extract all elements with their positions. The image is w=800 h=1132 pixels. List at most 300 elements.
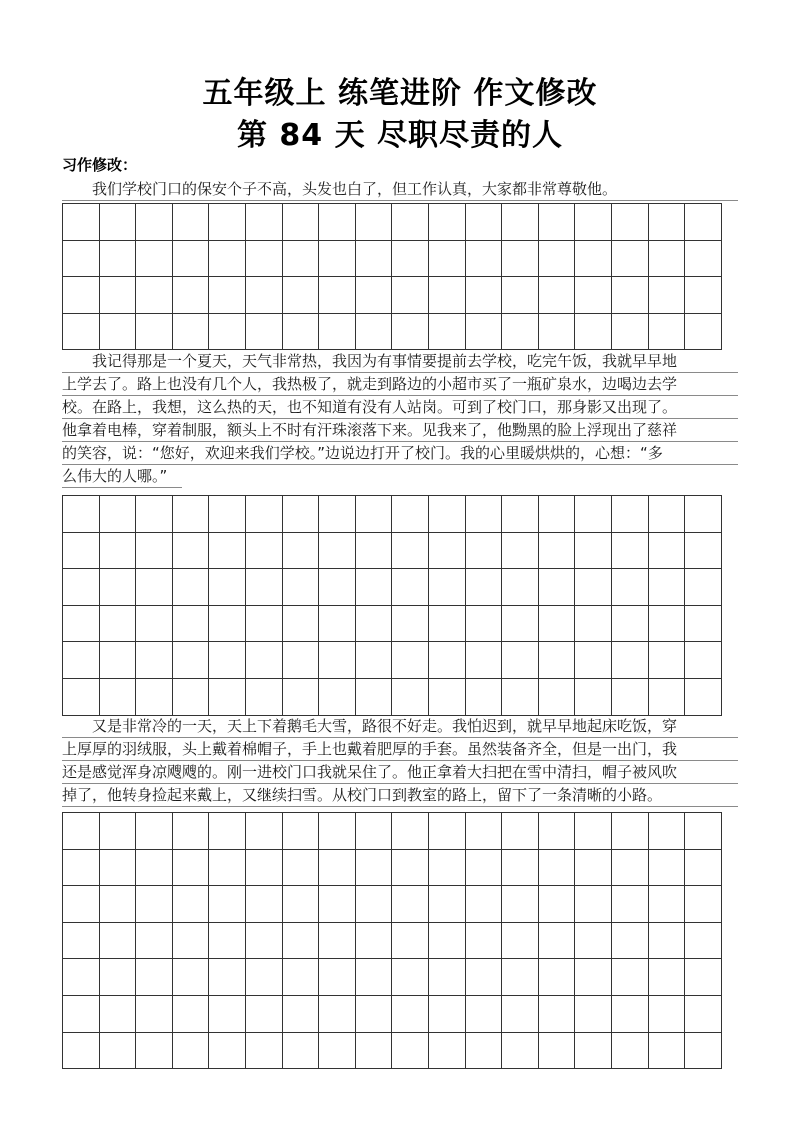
grid-cell[interactable] <box>100 496 137 533</box>
grid-cell[interactable] <box>466 642 503 679</box>
grid-cell[interactable] <box>575 569 612 606</box>
grid-cell[interactable] <box>575 850 612 887</box>
grid-cell[interactable] <box>319 923 356 960</box>
grid-cell[interactable] <box>100 959 137 996</box>
grid-cell[interactable] <box>100 813 137 850</box>
grid-cell[interactable] <box>502 886 539 923</box>
grid-cell[interactable] <box>649 923 686 960</box>
grid-cell[interactable] <box>502 496 539 533</box>
grid-cell[interactable] <box>209 923 246 960</box>
grid-cell[interactable] <box>356 606 393 643</box>
grid-cell[interactable] <box>283 813 320 850</box>
grid-cell[interactable] <box>209 496 246 533</box>
grid-cell[interactable] <box>685 886 722 923</box>
grid-cell[interactable] <box>246 679 283 716</box>
grid-cell[interactable] <box>429 813 466 850</box>
grid-cell[interactable] <box>575 496 612 533</box>
grid-cell[interactable] <box>209 886 246 923</box>
grid-cell[interactable] <box>539 679 576 716</box>
grid-cell[interactable] <box>685 679 722 716</box>
grid-cell[interactable] <box>392 996 429 1033</box>
grid-cell[interactable] <box>63 850 100 887</box>
grid-cell[interactable] <box>466 204 503 241</box>
grid-cell[interactable] <box>649 813 686 850</box>
grid-cell[interactable] <box>136 204 173 241</box>
grid-cell[interactable] <box>539 813 576 850</box>
grid-cell[interactable] <box>100 679 137 716</box>
grid-cell[interactable] <box>392 1033 429 1070</box>
grid-cell[interactable] <box>685 533 722 570</box>
grid-cell[interactable] <box>466 569 503 606</box>
grid-cell[interactable] <box>100 886 137 923</box>
grid-cell[interactable] <box>356 496 393 533</box>
grid-cell[interactable] <box>63 241 100 278</box>
grid-cell[interactable] <box>575 606 612 643</box>
grid-cell[interactable] <box>319 204 356 241</box>
grid-cell[interactable] <box>575 314 612 351</box>
grid-cell[interactable] <box>466 241 503 278</box>
grid-cell[interactable] <box>209 314 246 351</box>
grid-cell[interactable] <box>136 813 173 850</box>
grid-cell[interactable] <box>209 679 246 716</box>
grid-cell[interactable] <box>283 923 320 960</box>
grid-cell[interactable] <box>319 642 356 679</box>
grid-cell[interactable] <box>246 533 283 570</box>
grid-cell[interactable] <box>429 533 466 570</box>
grid-cell[interactable] <box>466 679 503 716</box>
grid-cell[interactable] <box>612 1033 649 1070</box>
grid-cell[interactable] <box>685 277 722 314</box>
grid-cell[interactable] <box>283 569 320 606</box>
grid-cell[interactable] <box>356 277 393 314</box>
grid-cell[interactable] <box>356 923 393 960</box>
grid-cell[interactable] <box>283 241 320 278</box>
grid-cell[interactable] <box>429 496 466 533</box>
grid-cell[interactable] <box>356 204 393 241</box>
grid-cell[interactable] <box>283 1033 320 1070</box>
grid-cell[interactable] <box>392 679 429 716</box>
grid-cell[interactable] <box>283 959 320 996</box>
grid-cell[interactable] <box>246 959 283 996</box>
grid-cell[interactable] <box>429 923 466 960</box>
grid-cell[interactable] <box>209 813 246 850</box>
grid-cell[interactable] <box>575 959 612 996</box>
grid-cell[interactable] <box>649 241 686 278</box>
grid-cell[interactable] <box>356 642 393 679</box>
writing-grid-3[interactable] <box>62 812 722 1069</box>
grid-cell[interactable] <box>685 642 722 679</box>
grid-cell[interactable] <box>136 496 173 533</box>
grid-cell[interactable] <box>136 241 173 278</box>
grid-cell[interactable] <box>356 959 393 996</box>
grid-cell[interactable] <box>100 642 137 679</box>
grid-cell[interactable] <box>649 533 686 570</box>
grid-cell[interactable] <box>209 996 246 1033</box>
grid-cell[interactable] <box>612 569 649 606</box>
grid-cell[interactable] <box>173 606 210 643</box>
grid-cell[interactable] <box>173 642 210 679</box>
grid-cell[interactable] <box>685 1033 722 1070</box>
grid-cell[interactable] <box>319 569 356 606</box>
grid-cell[interactable] <box>612 886 649 923</box>
grid-cell[interactable] <box>612 679 649 716</box>
grid-cell[interactable] <box>502 679 539 716</box>
grid-cell[interactable] <box>685 996 722 1033</box>
grid-cell[interactable] <box>283 850 320 887</box>
grid-cell[interactable] <box>429 277 466 314</box>
grid-cell[interactable] <box>392 923 429 960</box>
grid-cell[interactable] <box>283 642 320 679</box>
grid-cell[interactable] <box>392 886 429 923</box>
grid-cell[interactable] <box>319 886 356 923</box>
grid-cell[interactable] <box>429 850 466 887</box>
grid-cell[interactable] <box>392 277 429 314</box>
grid-cell[interactable] <box>283 679 320 716</box>
grid-cell[interactable] <box>246 277 283 314</box>
grid-cell[interactable] <box>63 679 100 716</box>
grid-cell[interactable] <box>685 606 722 643</box>
grid-cell[interactable] <box>100 533 137 570</box>
grid-cell[interactable] <box>356 569 393 606</box>
grid-cell[interactable] <box>539 241 576 278</box>
grid-cell[interactable] <box>136 569 173 606</box>
grid-cell[interactable] <box>136 606 173 643</box>
grid-cell[interactable] <box>136 642 173 679</box>
grid-cell[interactable] <box>173 1033 210 1070</box>
grid-cell[interactable] <box>575 813 612 850</box>
grid-cell[interactable] <box>209 1033 246 1070</box>
grid-cell[interactable] <box>100 923 137 960</box>
grid-cell[interactable] <box>466 496 503 533</box>
grid-cell[interactable] <box>209 569 246 606</box>
grid-cell[interactable] <box>283 496 320 533</box>
grid-cell[interactable] <box>502 1033 539 1070</box>
grid-cell[interactable] <box>466 606 503 643</box>
grid-cell[interactable] <box>575 886 612 923</box>
grid-cell[interactable] <box>392 959 429 996</box>
grid-cell[interactable] <box>466 533 503 570</box>
grid-cell[interactable] <box>539 496 576 533</box>
grid-cell[interactable] <box>63 204 100 241</box>
grid-cell[interactable] <box>575 204 612 241</box>
grid-cell[interactable] <box>539 886 576 923</box>
grid-cell[interactable] <box>173 923 210 960</box>
grid-cell[interactable] <box>685 850 722 887</box>
grid-cell[interactable] <box>136 959 173 996</box>
grid-cell[interactable] <box>63 533 100 570</box>
grid-cell[interactable] <box>100 314 137 351</box>
grid-cell[interactable] <box>100 241 137 278</box>
grid-cell[interactable] <box>649 642 686 679</box>
grid-cell[interactable] <box>575 996 612 1033</box>
grid-cell[interactable] <box>209 850 246 887</box>
grid-cell[interactable] <box>649 606 686 643</box>
grid-cell[interactable] <box>246 923 283 960</box>
grid-cell[interactable] <box>466 959 503 996</box>
grid-cell[interactable] <box>209 277 246 314</box>
grid-cell[interactable] <box>466 813 503 850</box>
grid-cell[interactable] <box>319 277 356 314</box>
grid-cell[interactable] <box>466 850 503 887</box>
grid-cell[interactable] <box>319 533 356 570</box>
grid-cell[interactable] <box>319 850 356 887</box>
grid-cell[interactable] <box>612 314 649 351</box>
grid-cell[interactable] <box>246 241 283 278</box>
grid-cell[interactable] <box>612 642 649 679</box>
grid-cell[interactable] <box>209 204 246 241</box>
grid-cell[interactable] <box>649 277 686 314</box>
grid-cell[interactable] <box>63 277 100 314</box>
grid-cell[interactable] <box>173 533 210 570</box>
grid-cell[interactable] <box>63 642 100 679</box>
grid-cell[interactable] <box>319 314 356 351</box>
grid-cell[interactable] <box>502 533 539 570</box>
grid-cell[interactable] <box>246 606 283 643</box>
grid-cell[interactable] <box>575 1033 612 1070</box>
grid-cell[interactable] <box>246 1033 283 1070</box>
grid-cell[interactable] <box>356 241 393 278</box>
grid-cell[interactable] <box>685 569 722 606</box>
grid-cell[interactable] <box>502 850 539 887</box>
grid-cell[interactable] <box>685 314 722 351</box>
grid-cell[interactable] <box>319 606 356 643</box>
grid-cell[interactable] <box>539 959 576 996</box>
grid-cell[interactable] <box>539 204 576 241</box>
grid-cell[interactable] <box>539 314 576 351</box>
grid-cell[interactable] <box>539 277 576 314</box>
grid-cell[interactable] <box>539 606 576 643</box>
grid-cell[interactable] <box>502 277 539 314</box>
grid-cell[interactable] <box>100 569 137 606</box>
grid-cell[interactable] <box>392 241 429 278</box>
grid-cell[interactable] <box>502 996 539 1033</box>
grid-cell[interactable] <box>246 569 283 606</box>
grid-cell[interactable] <box>392 850 429 887</box>
grid-cell[interactable] <box>392 813 429 850</box>
grid-cell[interactable] <box>173 241 210 278</box>
grid-cell[interactable] <box>575 923 612 960</box>
grid-cell[interactable] <box>466 1033 503 1070</box>
grid-cell[interactable] <box>100 1033 137 1070</box>
grid-cell[interactable] <box>539 569 576 606</box>
grid-cell[interactable] <box>539 1033 576 1070</box>
grid-cell[interactable] <box>319 813 356 850</box>
grid-cell[interactable] <box>246 886 283 923</box>
grid-cell[interactable] <box>612 850 649 887</box>
grid-cell[interactable] <box>649 850 686 887</box>
grid-cell[interactable] <box>392 533 429 570</box>
grid-cell[interactable] <box>209 642 246 679</box>
grid-cell[interactable] <box>283 996 320 1033</box>
grid-cell[interactable] <box>209 959 246 996</box>
grid-cell[interactable] <box>100 996 137 1033</box>
grid-cell[interactable] <box>173 996 210 1033</box>
grid-cell[interactable] <box>612 606 649 643</box>
grid-cell[interactable] <box>283 277 320 314</box>
writing-grid-1[interactable] <box>62 203 722 350</box>
grid-cell[interactable] <box>136 923 173 960</box>
grid-cell[interactable] <box>612 959 649 996</box>
grid-cell[interactable] <box>63 1033 100 1070</box>
grid-cell[interactable] <box>173 204 210 241</box>
grid-cell[interactable] <box>539 850 576 887</box>
grid-cell[interactable] <box>685 241 722 278</box>
grid-cell[interactable] <box>319 241 356 278</box>
grid-cell[interactable] <box>283 204 320 241</box>
grid-cell[interactable] <box>173 277 210 314</box>
grid-cell[interactable] <box>539 642 576 679</box>
grid-cell[interactable] <box>429 959 466 996</box>
grid-cell[interactable] <box>649 959 686 996</box>
grid-cell[interactable] <box>319 1033 356 1070</box>
grid-cell[interactable] <box>136 850 173 887</box>
grid-cell[interactable] <box>612 496 649 533</box>
grid-cell[interactable] <box>502 642 539 679</box>
grid-cell[interactable] <box>612 996 649 1033</box>
grid-cell[interactable] <box>392 569 429 606</box>
grid-cell[interactable] <box>502 569 539 606</box>
grid-cell[interactable] <box>173 850 210 887</box>
grid-cell[interactable] <box>63 606 100 643</box>
grid-cell[interactable] <box>246 642 283 679</box>
grid-cell[interactable] <box>136 679 173 716</box>
grid-cell[interactable] <box>392 496 429 533</box>
grid-cell[interactable] <box>392 606 429 643</box>
grid-cell[interactable] <box>539 923 576 960</box>
grid-cell[interactable] <box>392 204 429 241</box>
grid-cell[interactable] <box>466 314 503 351</box>
grid-cell[interactable] <box>100 606 137 643</box>
grid-cell[interactable] <box>246 496 283 533</box>
grid-cell[interactable] <box>429 679 466 716</box>
grid-cell[interactable] <box>209 533 246 570</box>
grid-cell[interactable] <box>502 241 539 278</box>
grid-cell[interactable] <box>649 996 686 1033</box>
grid-cell[interactable] <box>649 1033 686 1070</box>
grid-cell[interactable] <box>392 642 429 679</box>
grid-cell[interactable] <box>173 959 210 996</box>
grid-cell[interactable] <box>429 996 466 1033</box>
grid-cell[interactable] <box>612 241 649 278</box>
grid-cell[interactable] <box>612 277 649 314</box>
grid-cell[interactable] <box>429 241 466 278</box>
grid-cell[interactable] <box>283 314 320 351</box>
grid-cell[interactable] <box>283 533 320 570</box>
grid-cell[interactable] <box>685 959 722 996</box>
grid-cell[interactable] <box>429 569 466 606</box>
grid-cell[interactable] <box>356 679 393 716</box>
grid-cell[interactable] <box>466 277 503 314</box>
grid-cell[interactable] <box>575 679 612 716</box>
grid-cell[interactable] <box>502 813 539 850</box>
grid-cell[interactable] <box>502 314 539 351</box>
grid-cell[interactable] <box>100 204 137 241</box>
grid-cell[interactable] <box>685 496 722 533</box>
grid-cell[interactable] <box>136 886 173 923</box>
grid-cell[interactable] <box>63 569 100 606</box>
grid-cell[interactable] <box>429 204 466 241</box>
grid-cell[interactable] <box>319 496 356 533</box>
grid-cell[interactable] <box>429 1033 466 1070</box>
grid-cell[interactable] <box>209 241 246 278</box>
grid-cell[interactable] <box>575 277 612 314</box>
grid-cell[interactable] <box>685 204 722 241</box>
grid-cell[interactable] <box>429 642 466 679</box>
grid-cell[interactable] <box>136 996 173 1033</box>
grid-cell[interactable] <box>173 679 210 716</box>
grid-cell[interactable] <box>356 886 393 923</box>
grid-cell[interactable] <box>356 850 393 887</box>
grid-cell[interactable] <box>63 996 100 1033</box>
grid-cell[interactable] <box>246 204 283 241</box>
grid-cell[interactable] <box>649 314 686 351</box>
grid-cell[interactable] <box>649 204 686 241</box>
grid-cell[interactable] <box>502 959 539 996</box>
grid-cell[interactable] <box>246 813 283 850</box>
grid-cell[interactable] <box>246 996 283 1033</box>
grid-cell[interactable] <box>466 886 503 923</box>
grid-cell[interactable] <box>63 886 100 923</box>
grid-cell[interactable] <box>612 533 649 570</box>
grid-cell[interactable] <box>136 277 173 314</box>
grid-cell[interactable] <box>63 923 100 960</box>
grid-cell[interactable] <box>649 496 686 533</box>
grid-cell[interactable] <box>100 277 137 314</box>
grid-cell[interactable] <box>539 996 576 1033</box>
grid-cell[interactable] <box>283 886 320 923</box>
grid-cell[interactable] <box>612 204 649 241</box>
grid-cell[interactable] <box>685 923 722 960</box>
grid-cell[interactable] <box>575 241 612 278</box>
grid-cell[interactable] <box>63 959 100 996</box>
grid-cell[interactable] <box>63 813 100 850</box>
grid-cell[interactable] <box>612 813 649 850</box>
grid-cell[interactable] <box>173 314 210 351</box>
grid-cell[interactable] <box>429 314 466 351</box>
grid-cell[interactable] <box>575 642 612 679</box>
grid-cell[interactable] <box>466 923 503 960</box>
grid-cell[interactable] <box>356 1033 393 1070</box>
grid-cell[interactable] <box>649 679 686 716</box>
writing-grid-2[interactable] <box>62 495 722 716</box>
grid-cell[interactable] <box>539 533 576 570</box>
grid-cell[interactable] <box>502 204 539 241</box>
grid-cell[interactable] <box>63 496 100 533</box>
grid-cell[interactable] <box>502 606 539 643</box>
grid-cell[interactable] <box>319 959 356 996</box>
grid-cell[interactable] <box>63 314 100 351</box>
grid-cell[interactable] <box>649 569 686 606</box>
grid-cell[interactable] <box>685 813 722 850</box>
grid-cell[interactable] <box>392 314 429 351</box>
grid-cell[interactable] <box>649 886 686 923</box>
grid-cell[interactable] <box>319 996 356 1033</box>
grid-cell[interactable] <box>575 533 612 570</box>
grid-cell[interactable] <box>356 314 393 351</box>
grid-cell[interactable] <box>502 923 539 960</box>
grid-cell[interactable] <box>173 886 210 923</box>
grid-cell[interactable] <box>136 1033 173 1070</box>
grid-cell[interactable] <box>429 886 466 923</box>
grid-cell[interactable] <box>136 533 173 570</box>
grid-cell[interactable] <box>209 606 246 643</box>
grid-cell[interactable] <box>356 533 393 570</box>
grid-cell[interactable] <box>319 679 356 716</box>
grid-cell[interactable] <box>100 850 137 887</box>
grid-cell[interactable] <box>173 496 210 533</box>
grid-cell[interactable] <box>429 606 466 643</box>
grid-cell[interactable] <box>246 850 283 887</box>
